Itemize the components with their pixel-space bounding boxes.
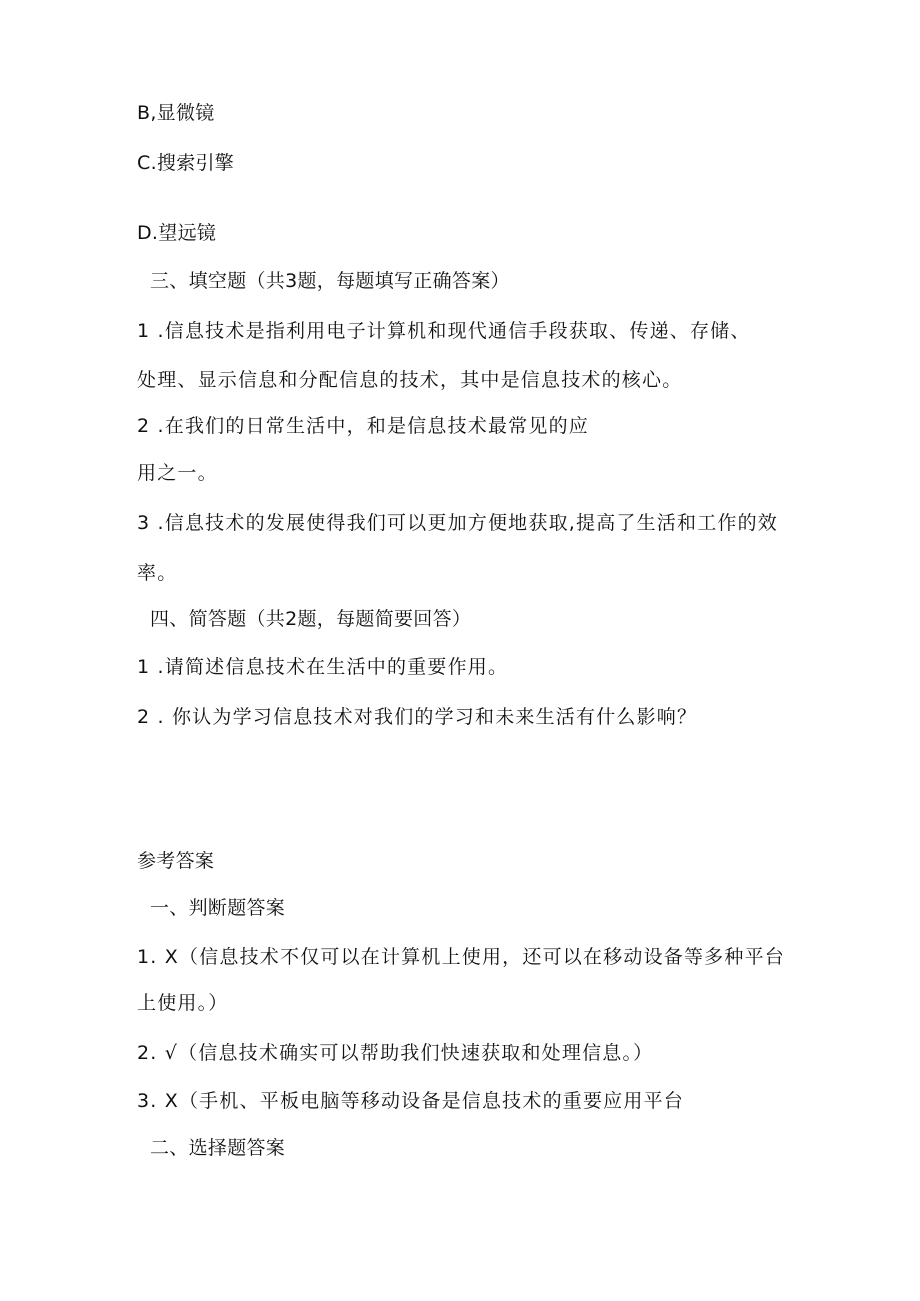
fill-q2-line1: 2 .在我们的日常生活中，和是信息技术最常见的应	[137, 415, 589, 437]
section3-heading: 三、填空题（共3题，每题填写正确答案）	[150, 270, 510, 292]
answer-1-line1: 1. X（信息技术不仅可以在计算机上使用，还可以在移动设备等多种平台	[137, 946, 785, 968]
short-q1: 1 .请简述信息技术在生活中的重要作用。	[137, 656, 509, 678]
answers-part1-heading: 一、判断题答案	[150, 897, 286, 919]
answer-1-line2: 上使用。）	[137, 992, 229, 1014]
section4-heading: 四、简答题（共2题，每题简要回答）	[150, 608, 472, 630]
answers-part2-heading: 二、选择题答案	[150, 1137, 286, 1159]
fill-q1-line2: 处理、显示信息和分配信息的技术，其中是信息技术的核心。	[137, 369, 683, 391]
answer-2: 2. √（信息技术确实可以帮助我们快速获取和处理信息。）	[137, 1042, 654, 1064]
answers-title: 参考答案	[137, 850, 215, 872]
option-b: B,显微镜	[137, 102, 215, 124]
answer-3: 3. X（手机、平板电脑等移动设备是信息技术的重要应用平台	[137, 1090, 684, 1112]
option-d: D.望远镜	[137, 222, 217, 244]
option-c: C.搜索引擎	[137, 152, 235, 174]
fill-q1-line1: 1 .信息技术是指利用电子计算机和现代通信手段获取、传递、存储、	[137, 320, 751, 342]
short-q2: 2 . 你认为学习信息技术对我们的学习和未来生活有什么影响？	[137, 706, 698, 728]
fill-q3-line1: 3 .信息技术的发展使得我们可以更加方便地获取,提高了生活和工作的效	[137, 512, 779, 534]
fill-q3-line2: 率。	[137, 562, 178, 584]
fill-q2-line2: 用之一。	[137, 462, 218, 484]
